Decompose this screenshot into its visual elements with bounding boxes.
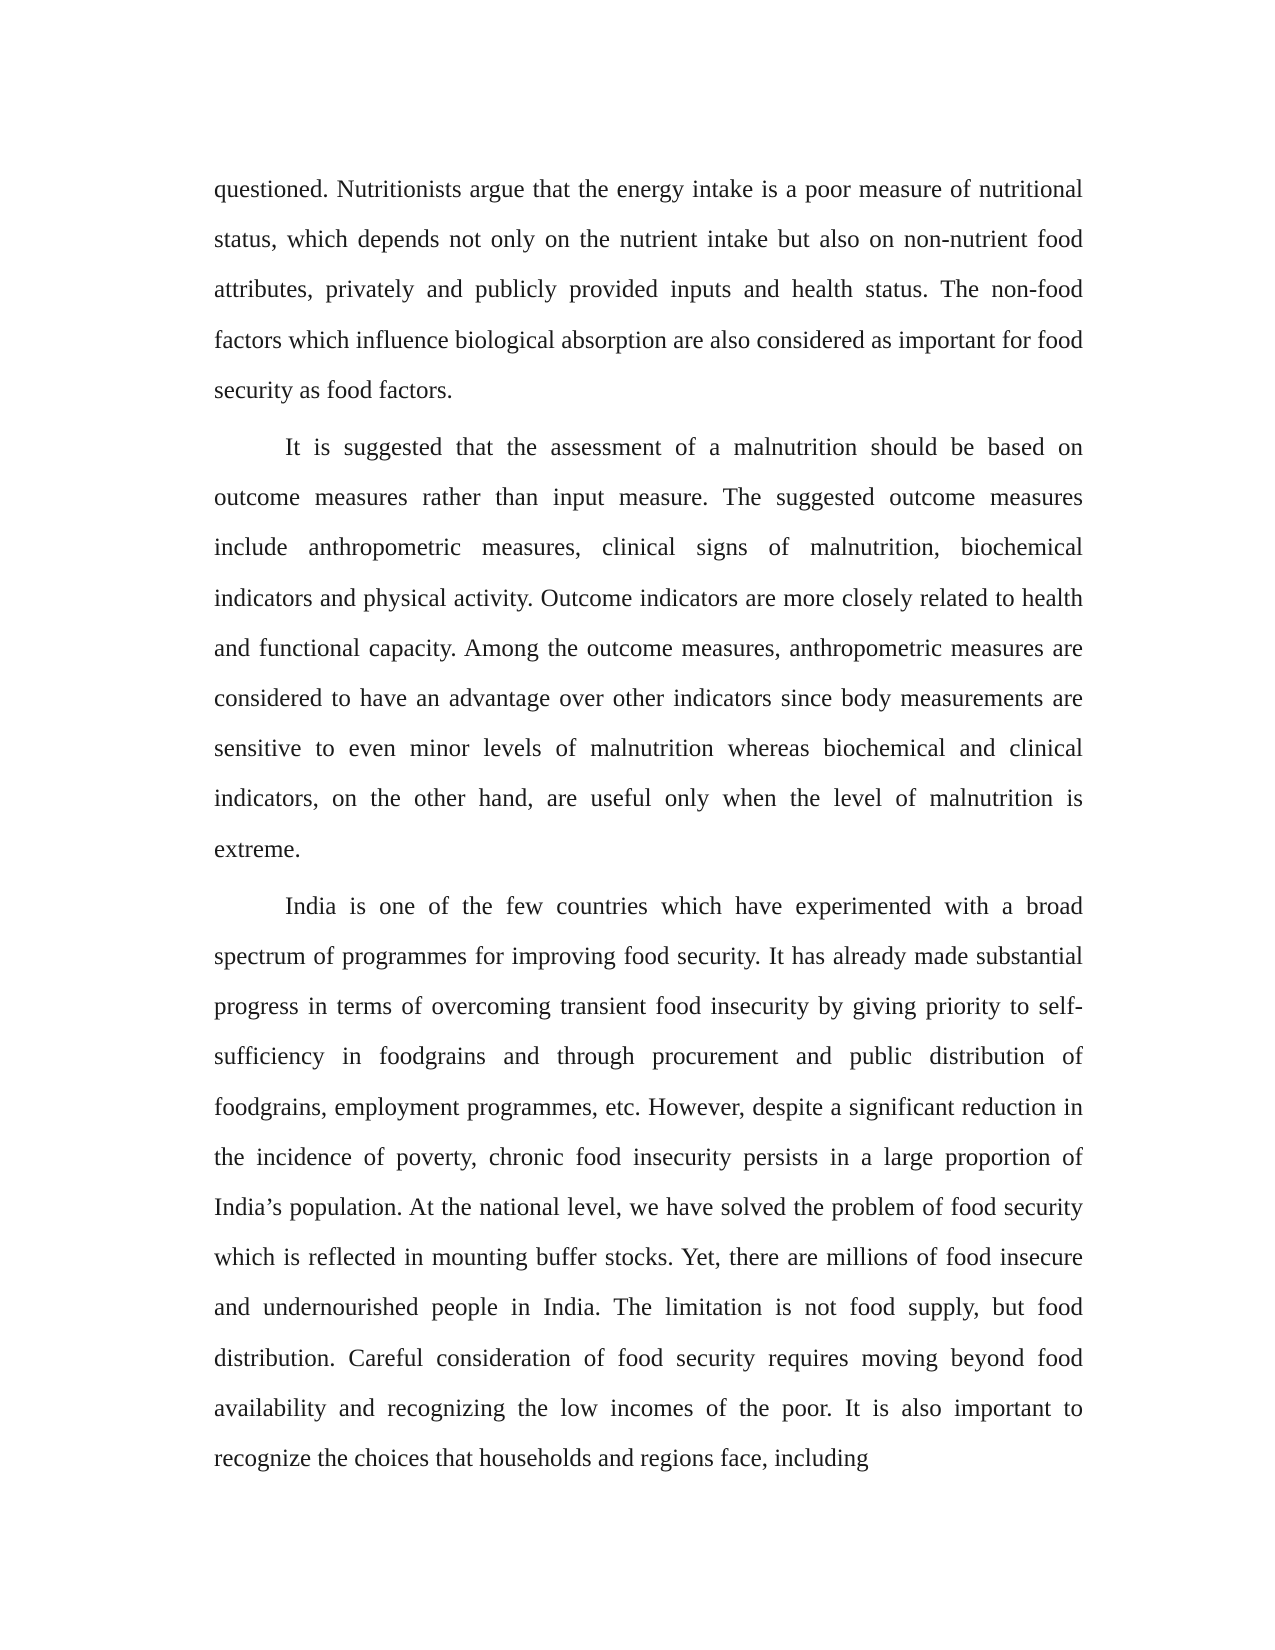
paragraph-1: questioned. Nutritionists argue that the energy intake is a poor measure of nutritional status, which depends not only on the nutrient intake but also on non-nutrient food attributes, privately and publicly provided inputs and health status. The non-food factors which influence biological absorption are also considered as important for food security as food factors. xyxy=(214,176,1083,404)
body-text xyxy=(214,165,1083,1491)
paragraph-2: It is suggested that the assessment of a malnutrition should be based on outcome measures rather than input measure. The suggested outcome measures include anthropometric measures, clinical signs of malnutrition, biochemical indicators and physical activity. Outcome indicators are more closely related to health and functional capacity. Among the outcome measures, anthropometric measures are considered to have an advantage over other indicators since body measurements are sensitive to even minor levels of malnutrition whereas biochemical and clinical indicators, on the other hand, are useful only when the level of malnutrition is extreme. xyxy=(214,434,1083,863)
paragraph-3: India is one of the few countries which have experimented with a broad spectrum of programmes for improving food security. It has already made substantial progress in terms of overcoming transient food insecurity by giving priority to self-sufficiency in foodgrains and through procurement and public distribution of foodgrains, employment programmes, etc. However, despite a significant reduction in the incidence of poverty, chronic food insecurity persists in a large proportion of India’s population. At the national level, we have solved the problem of food security which is reflected in mounting buffer stocks. Yet, there are millions of food insecure and undernourished people in India. The limitation is not food supply, but food distribution. Careful consideration of food security requires moving beyond food availability and recognizing the low incomes of the poor. It is also important to recognize the choices that households and regions face, including xyxy=(214,892,1083,1473)
